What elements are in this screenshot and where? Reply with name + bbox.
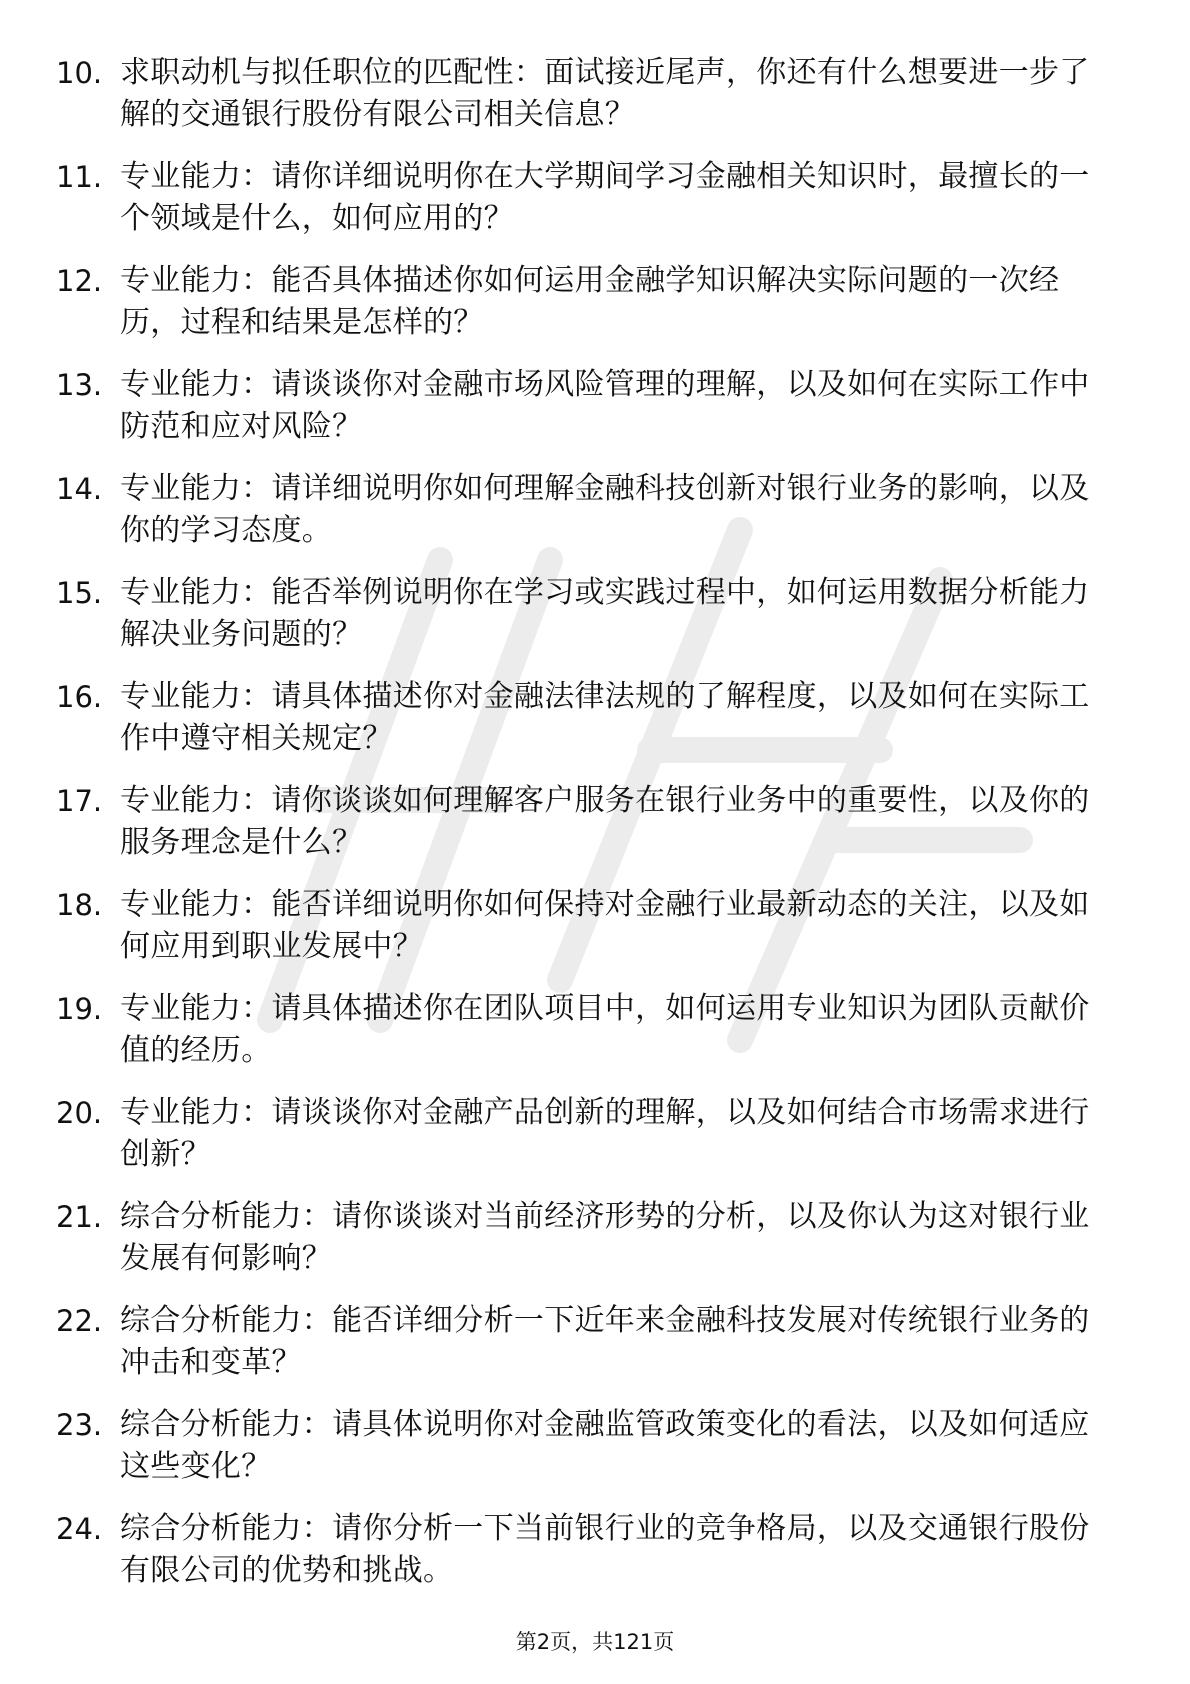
question-item [56, 52, 1116, 156]
question-text: 专业能力：请详细说明你如何理解金融科技创新对银行业务的影响，以及你的学习态度。 [120, 471, 1090, 548]
question-item [56, 1092, 1116, 1196]
page-footer: 第2页，共121页 [515, 1630, 675, 1654]
question-text: 专业能力：能否具体描述你如何运用金融学知识解决实际问题的一次经历，过程和结果是怎样的？ [120, 263, 1060, 340]
question-text: 综合分析能力：请具体说明你对金融监管政策变化的看法，以及如何适应这些变化？ [120, 1407, 1090, 1484]
question-number: 18. [56, 888, 103, 922]
question-item [56, 676, 1116, 780]
question-number: 21. [56, 1200, 103, 1234]
question-text: 专业能力：能否举例说明你在学习或实践过程中，如何运用数据分析能力解决业务问题的？ [120, 575, 1090, 652]
question-text: 综合分析能力：请你谈谈对当前经济形势的分析，以及你认为这对银行业发展有何影响？ [120, 1199, 1090, 1276]
question-number: 20. [56, 1096, 103, 1130]
question-text: 专业能力：请你谈谈如何理解客户服务在银行业务中的重要性，以及你的服务理念是什么？ [120, 783, 1090, 860]
question-number: 24. [56, 1512, 103, 1546]
question-number: 22. [56, 1304, 103, 1338]
question-text: 专业能力：请具体描述你对金融法律法规的了解程度，以及如何在实际工作中遵守相关规定？ [120, 679, 1090, 756]
question-item [56, 572, 1116, 676]
question-item [56, 260, 1116, 364]
question-item [56, 468, 1116, 572]
question-text: 综合分析能力：能否详细分析一下近年来金融科技发展对传统银行业务的冲击和变革？ [120, 1303, 1090, 1380]
question-text: 综合分析能力：请你分析一下当前银行业的竞争格局，以及交通银行股份有限公司的优势和挑战。 [120, 1511, 1090, 1588]
question-number: 12. [56, 264, 103, 298]
question-item [56, 364, 1116, 468]
question-item [56, 780, 1116, 884]
question-item [56, 884, 1116, 988]
question-number: 13. [56, 368, 103, 402]
question-number: 14. [56, 472, 103, 506]
question-item [56, 988, 1116, 1092]
question-list [56, 52, 1116, 1612]
question-text: 专业能力：请谈谈你对金融产品创新的理解，以及如何结合市场需求进行创新？ [120, 1095, 1090, 1172]
question-text: 专业能力：请具体描述你在团队项目中，如何运用专业知识为团队贡献价值的经历。 [120, 991, 1090, 1068]
question-item [56, 156, 1116, 260]
question-text: 专业能力：请谈谈你对金融市场风险管理的理解，以及如何在实际工作中防范和应对风险？ [120, 367, 1090, 444]
question-number: 23. [56, 1408, 103, 1442]
question-number: 10. [56, 56, 103, 90]
question-number: 16. [56, 680, 103, 714]
question-text: 专业能力：请你详细说明你在大学期间学习金融相关知识时，最擅长的一个领域是什么，如何应用的？ [120, 159, 1090, 236]
question-number: 19. [56, 992, 103, 1026]
question-text: 求职动机与拟任职位的匹配性：面试接近尾声，你还有什么想要进一步了解的交通银行股份有限公司相关信息？ [120, 55, 1090, 132]
question-item [56, 1300, 1116, 1404]
question-number: 15. [56, 576, 103, 610]
question-item [56, 1196, 1116, 1300]
question-item [56, 1404, 1116, 1508]
question-text: 专业能力：能否详细说明你如何保持对金融行业最新动态的关注，以及如何应用到职业发展中？ [120, 887, 1090, 964]
question-item [56, 1508, 1116, 1612]
question-number: 17. [56, 784, 103, 818]
question-number: 11. [56, 160, 103, 194]
